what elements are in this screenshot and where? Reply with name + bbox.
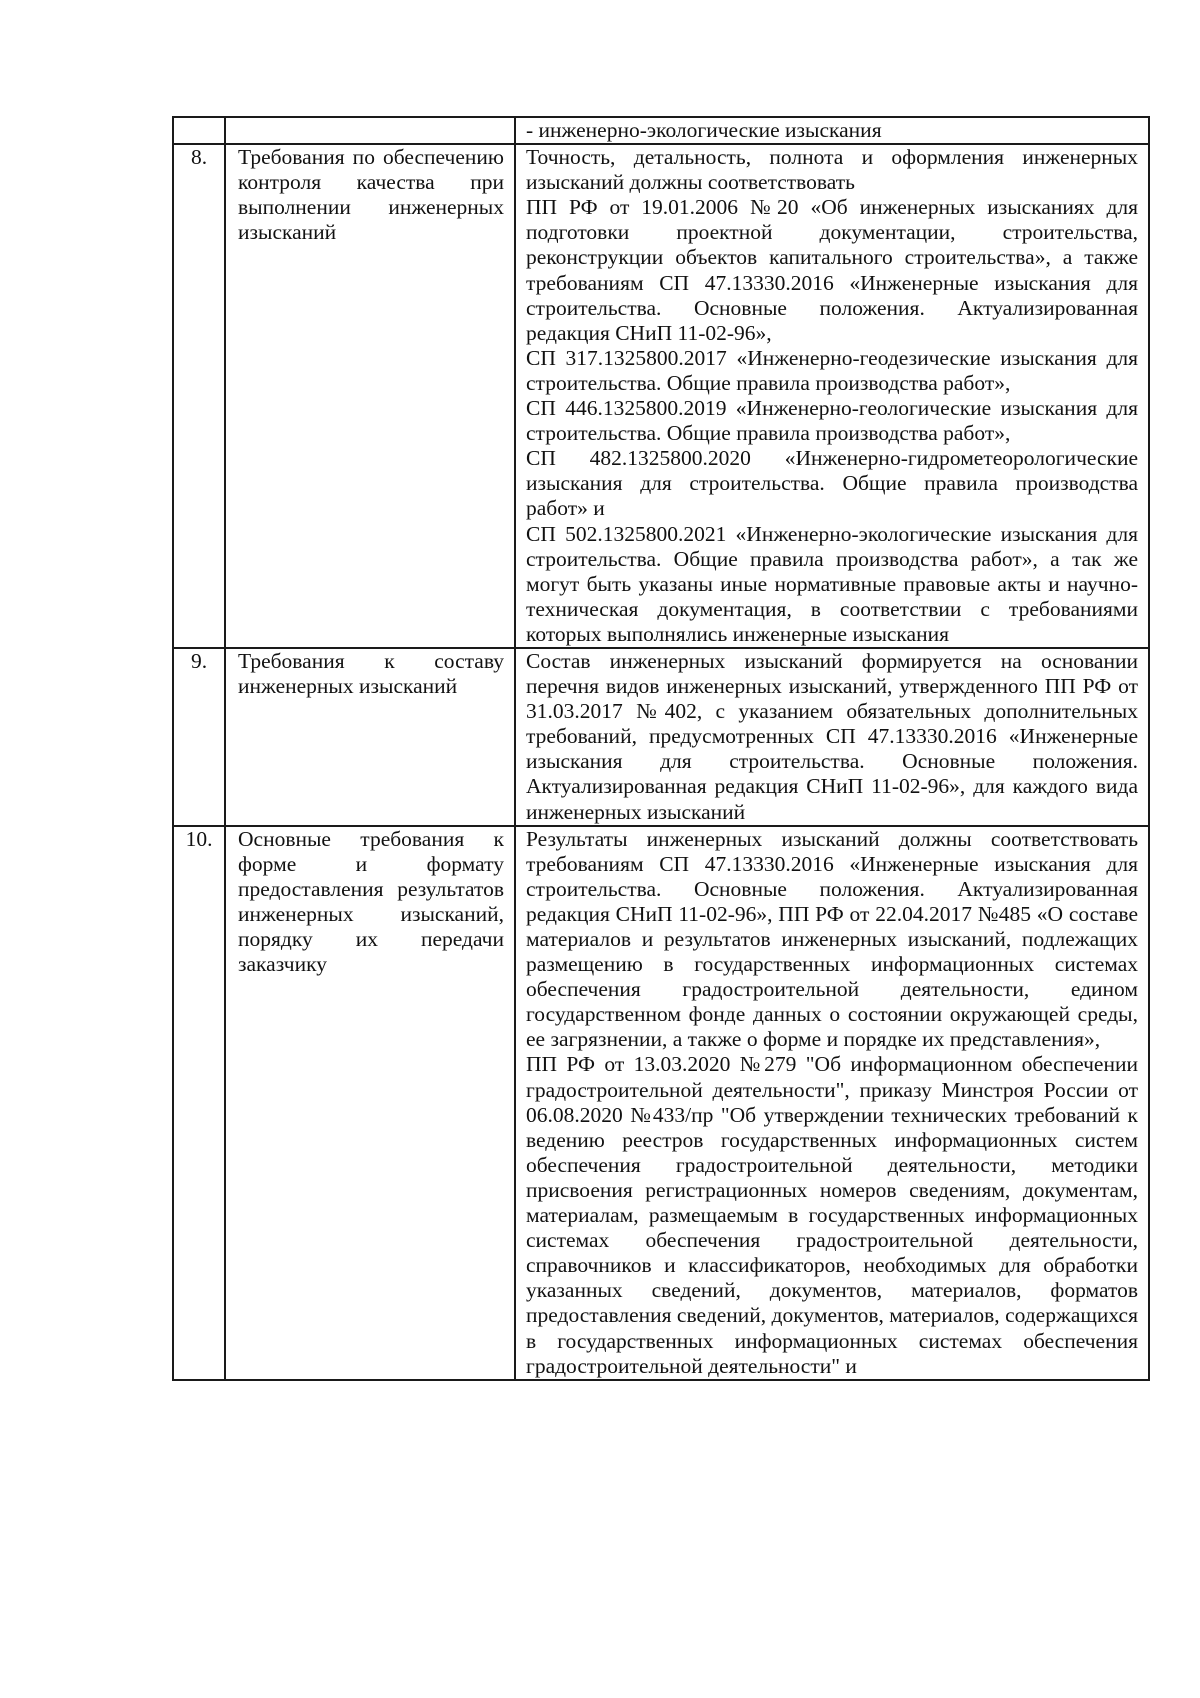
table-row — [173, 144, 1149, 648]
content-paragraph: Точность, детальность, полнота и оформления инженерных изысканий должны соответствовать — [526, 145, 1138, 195]
content-paragraph: ПП РФ от 19.01.2006 №20 «Об инженерных изысканиях для подготовки проектной документации, строительства, реконструкции объектов капитального строительства», а также требованиям СП 47.13330.2016 «Инженерные изыскания для строительства. Основные положения. Актуализированная редакция СНиП 11-02-96», — [526, 195, 1138, 345]
requirement-content — [515, 826, 1149, 1380]
content-paragraph: - инженерно-экологические изыскания — [526, 118, 882, 142]
requirement-content — [515, 117, 1149, 144]
row-number: 9. — [173, 648, 225, 826]
requirement-content — [515, 648, 1149, 826]
table-row — [173, 648, 1149, 826]
content-paragraph: СП 317.1325800.2017 «Инженерно-геодезические изыскания для строительства. Общие правила производства работ», — [526, 345, 1138, 395]
table-row — [173, 117, 1149, 144]
row-number: 10. — [173, 826, 225, 1380]
content-paragraph: Состав инженерных изысканий формируется на основании перечня видов инженерных изысканий, утвержденного ПП РФ от 31.03.2017 №402, с указанием обязательных дополнительных требований, предусмотренных СП 47.13330.2016 «Инженерные изыскания для строительства. Основные положения. Актуализированная редакция СНиП 11-02-96», для каждого вида инженерных изысканий — [526, 648, 1138, 824]
row-number: 8. — [173, 144, 225, 648]
row-number — [173, 117, 225, 144]
content-paragraph: СП 502.1325800.2021 «Инженерно-экологические изыскания для строительства. Общие правила производства работ», а так же могут быть указаны иные нормативные правовые акты и научно-техническая документация, в соответствии с требованиями которых выполнялись инженерные изыскания — [526, 521, 1138, 646]
requirement-name: Основные требования к форме и формату предоставления результатов инженерных изысканий, порядку их передачи заказчику — [225, 826, 515, 1380]
content-paragraph: СП 482.1325800.2020 «Инженерно-гидрометеорологические изыскания для строительства. Общие правила производства работ» и — [526, 446, 1138, 521]
content-paragraph: СП 446.1325800.2019 «Инженерно-геологические изыскания для строительства. Общие правила производства работ», — [526, 396, 1138, 446]
requirement-name: Требования к составу инженерных изысканий — [225, 648, 515, 826]
table-row — [173, 826, 1149, 1380]
requirement-content — [515, 144, 1149, 648]
requirements-table — [172, 116, 1150, 1381]
requirement-name: Требования по обеспечению контроля качества при выполнении инженерных изысканий — [225, 144, 515, 648]
requirement-name — [225, 117, 515, 144]
content-paragraph: Результаты инженерных изысканий должны соответствовать требованиям СП 47.13330.2016 «Инженерные изыскания для строительства. Основные положения. Актуализированная редакция СНиП 11-02-96», ПП РФ от 22.04.2017 №485 «О составе материалов и результатов инженерных изысканий, подлежащих размещению в государственных информационных системах обеспечения градостроительной деятельности, едином государственном фонде данных о состоянии окружающей среды, ее загрязнении, а также о форме и порядке их представления», — [526, 826, 1138, 1052]
content-paragraph: ПП РФ от 13.03.2020 №279 "Об информационном обеспечении градостроительной деятельности", приказу Минстроя России от 06.08.2020 №433/пр "Об утверждении технических требований к ведению реестров государственных информационных систем обеспечения градостроительной деятельности, методики присвоения регистрационных номеров сведениям, документам, материалам, размещаемым в государственных информационных системах обеспечения градостроительной деятельности, справочников и классификаторов, необходимых для обработки указанных сведений, документов, материалов, форматов предоставления сведений, документов, материалов, содержащихся в государственных информационных системах обеспечения градостроительной деятельности" и — [526, 1052, 1138, 1378]
